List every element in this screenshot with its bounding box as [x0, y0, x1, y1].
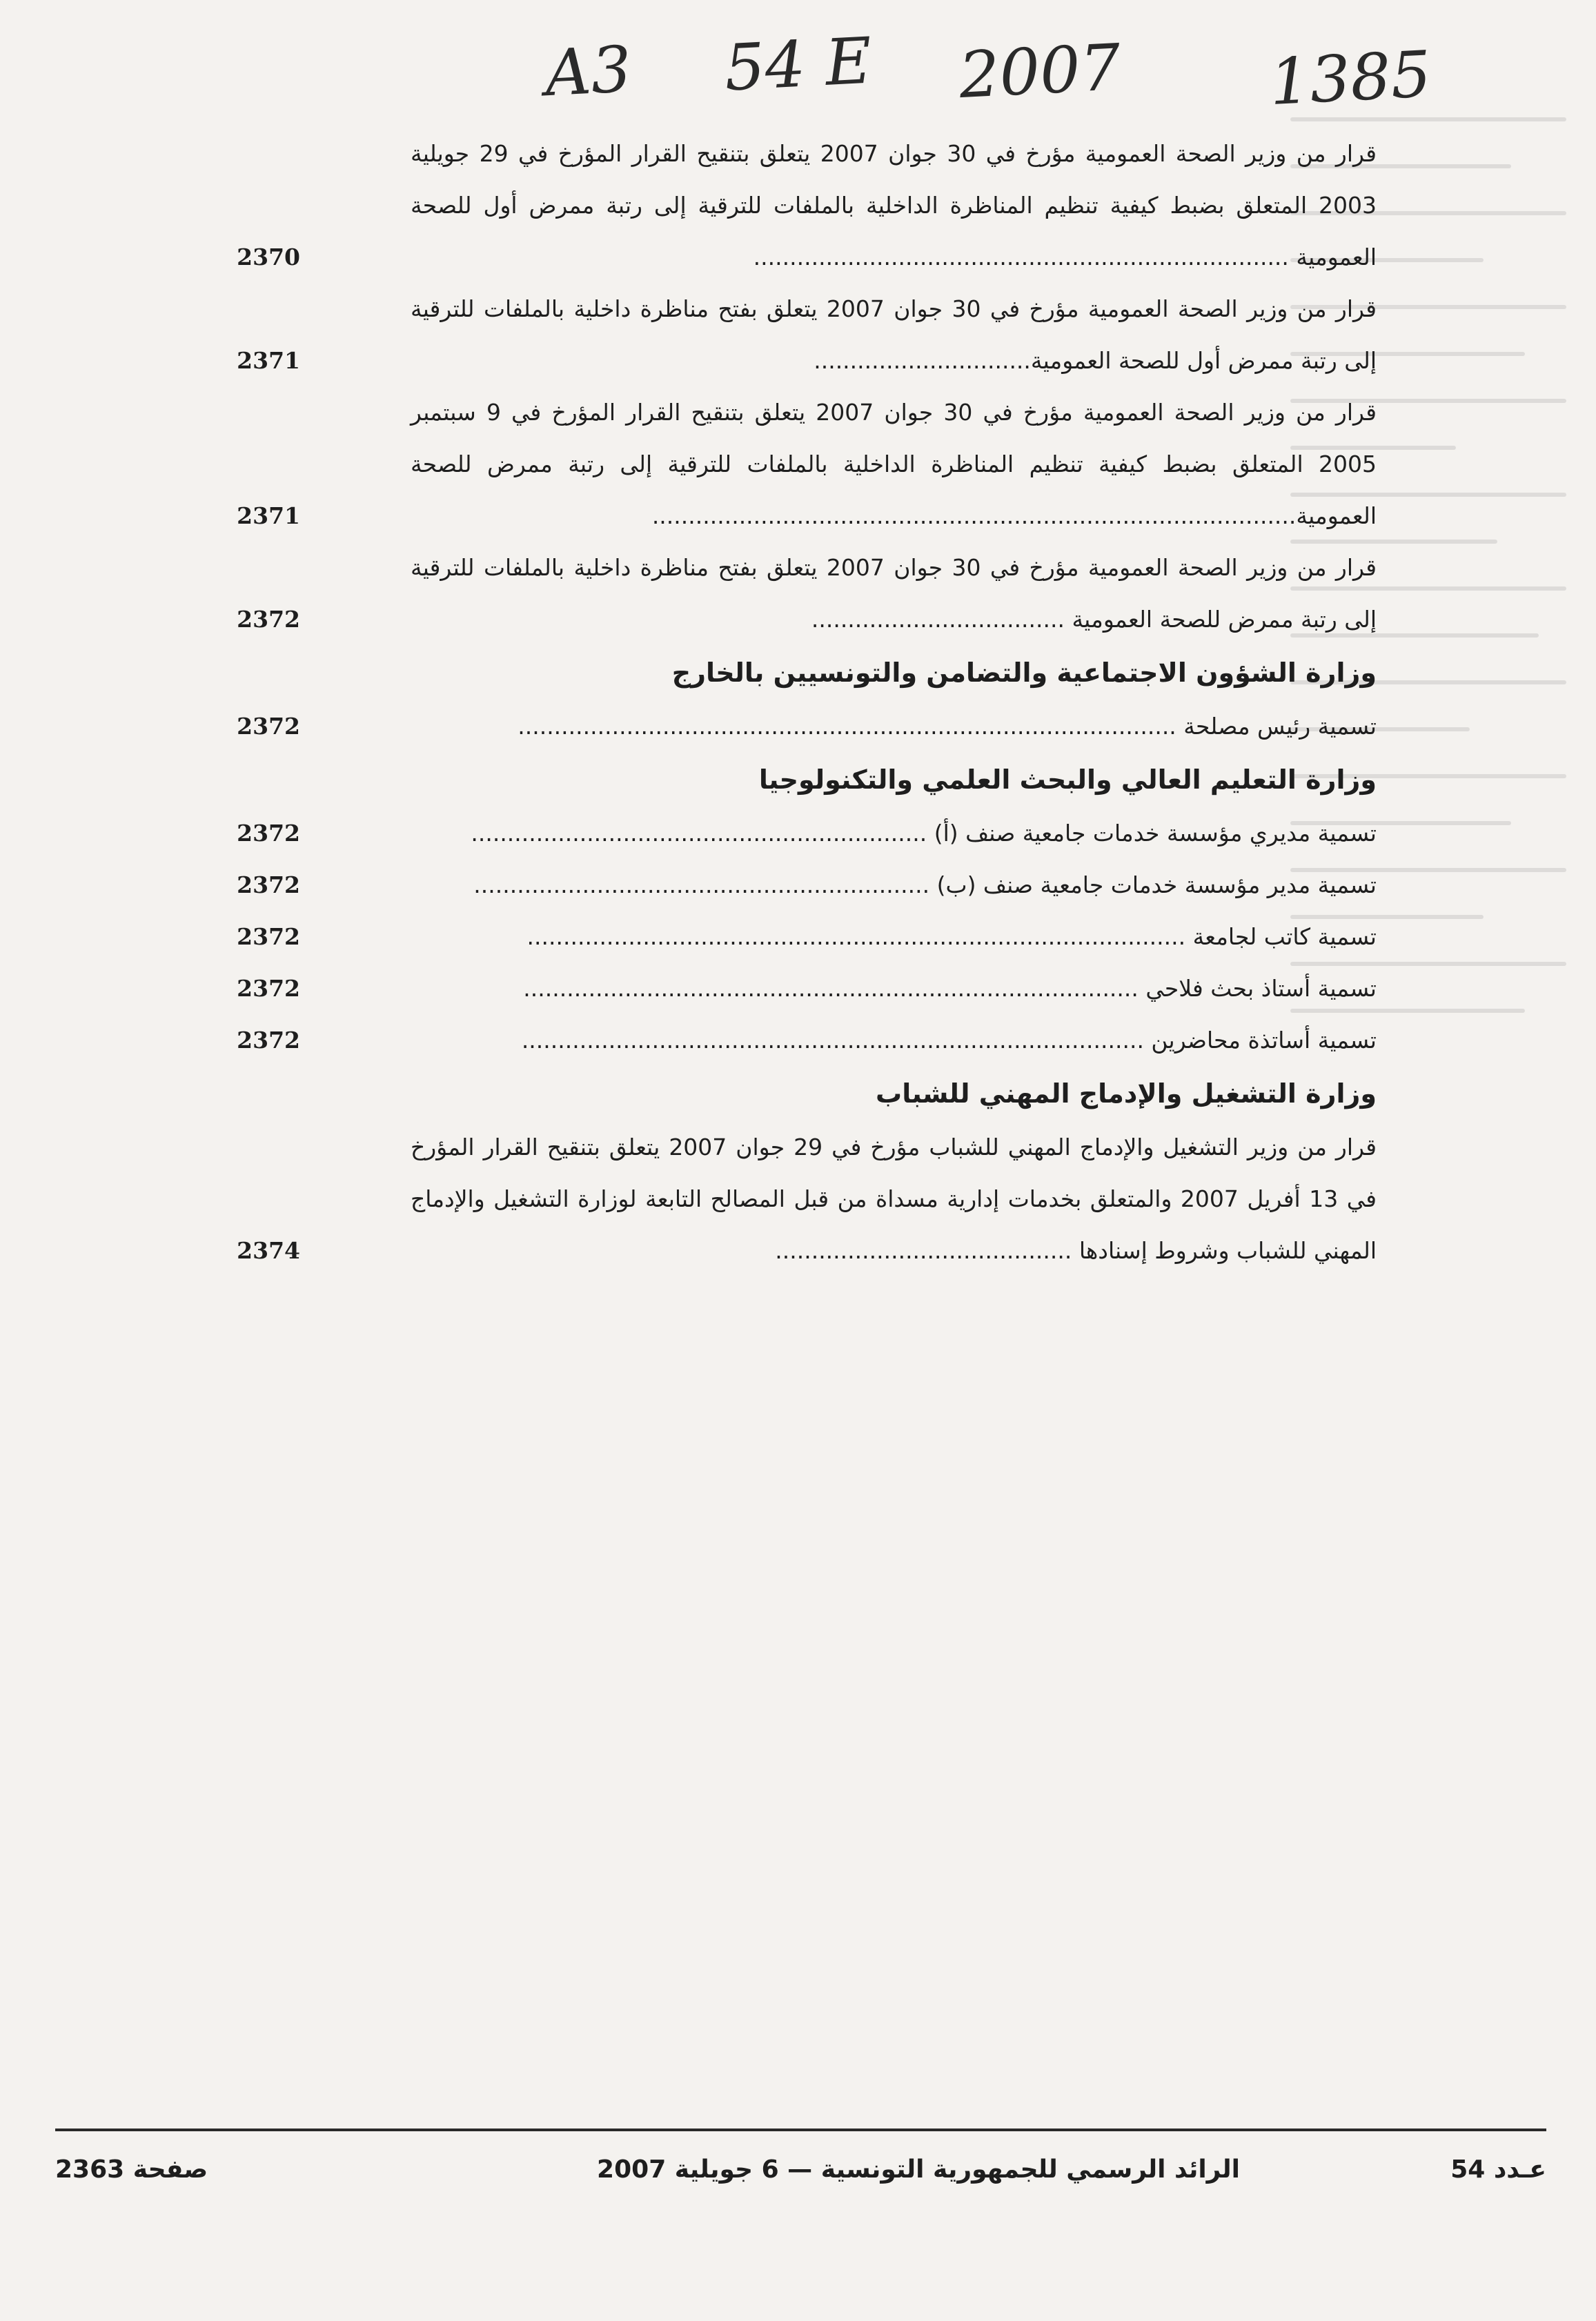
toc-entry-text: تسمية مدير مؤسسة خدمات جامعية صنف (ب) ............................................................... — [473, 871, 1377, 898]
toc-entry[interactable] — [217, 1014, 1377, 1066]
toc-page-number: 2372 — [237, 923, 300, 950]
toc-entry-text: تسمية مديري مؤسسة خدمات جامعية صنف (أ) ............................................................... — [471, 820, 1377, 847]
handnote-part: 54 E — [722, 23, 874, 106]
footer-issue-number: عـدد 54 — [1450, 2155, 1546, 2184]
toc-entry[interactable] — [217, 386, 1377, 542]
toc-entry-text: تسمية كاتب لجامعة ........................................................................................... — [526, 923, 1377, 950]
toc-page-number: 2371 — [237, 502, 300, 529]
toc-page-number: 2370 — [237, 244, 300, 270]
toc-entry-text: تسمية أستاذ بحث فلاحي ..................................................................................... — [523, 975, 1377, 1002]
toc-entry-text: قرار من وزير الصحة العمومية مؤرخ في 30 جوان 2007 يتعلق بتنقيح القرار المؤرخ في 29 جويلية 2003 المتعلق بضبط كيفية تنظيم المناظرة الداخلية بالملفات للترقية إلى رتبة ممرض أول للصحة العمومية .......................................................................... — [411, 140, 1377, 270]
toc-entry-text: قرار من وزير الصحة العمومية مؤرخ في 30 جوان 2007 يتعلق بفتح مناظرة داخلية بالملفات للترقية إلى رتبة ممرض أول للصحة العمومية.............................. — [411, 295, 1377, 374]
ministry-heading-social-affairs: وزارة الشؤون الاجتماعية والتضامن والتونسيين بالخارج — [671, 658, 1377, 688]
toc-entry-text: قرار من وزير الصحة العمومية مؤرخ في 30 جوان 2007 يتعلق بتنقيح القرار المؤرخ في 9 سبتمبر 2005 المتعلق بضبط كيفية تنظيم المناظرة الداخلية بالملفات للترقية إلى رتبة ممرض للصحة العمومية......................................................................................... — [411, 399, 1377, 529]
toc-page-number: 2372 — [237, 820, 300, 847]
toc-page-number: 2372 — [237, 606, 300, 633]
toc-entry-text: تسمية أساتذة محاضرين ...................................................................................... — [521, 1027, 1377, 1054]
toc-page-number: 2371 — [237, 347, 300, 374]
toc-entry[interactable] — [217, 807, 1377, 859]
handnote-part: 1385 — [1268, 37, 1433, 120]
page-footer — [55, 2149, 1546, 2191]
toc-entry[interactable] — [217, 1121, 1377, 1276]
ministry-heading-employment: وزارة التشغيل والإدماج المهني للشباب — [876, 1078, 1377, 1109]
toc-entry-text: قرار من وزير الصحة العمومية مؤرخ في 30 جوان 2007 يتعلق بفتح مناظرة داخلية بالملفات للترقية إلى رتبة ممرض للصحة العمومية ................................... — [411, 554, 1377, 633]
toc-entry[interactable] — [217, 962, 1377, 1014]
footer-divider — [55, 2129, 1546, 2131]
toc-entry-text: قرار من وزير التشغيل والإدماج المهني للشباب مؤرخ في 29 جوان 2007 يتعلق بتنقيح القرار المؤرخ في 13 أفريل 2007 والمتعلق بخدمات إدارية مسداة من قبل المصالح التابعة لوزارة التشغيل والإدماج المهني للشباب وشروط إسنادها ......................................... — [411, 1134, 1377, 1264]
toc-entry[interactable] — [217, 128, 1377, 283]
bleed-line — [1290, 117, 1566, 121]
toc-entry[interactable] — [217, 542, 1377, 645]
footer-page-number: صفحة 2363 — [55, 2155, 208, 2184]
toc-page-number: 2372 — [237, 713, 300, 740]
toc-entry[interactable] — [217, 700, 1377, 752]
toc-entry-text: تسمية رئيس مصلحة ........................................................................................... — [518, 713, 1377, 740]
toc-page-number: 2372 — [237, 871, 300, 898]
toc-entry[interactable] — [217, 283, 1377, 386]
toc-page-number: 2372 — [237, 1027, 300, 1054]
handnote-part: A3 — [543, 32, 633, 111]
toc-page-number: 2372 — [237, 975, 300, 1002]
toc-page-number: 2374 — [237, 1237, 300, 1264]
footer-journal-title: الرائد الرسمي للجمهورية التونسية — 6 جويلية 2007 — [597, 2155, 1240, 2184]
ministry-heading-higher-education: وزارة التعليم العالي والبحث العلمي والتكنولوجيا — [758, 764, 1377, 795]
handnote-part: 2007 — [957, 30, 1123, 113]
toc-entry[interactable] — [217, 859, 1377, 911]
toc-entry[interactable] — [217, 911, 1377, 962]
table-of-contents — [217, 128, 1377, 1276]
handwritten-archive-note — [524, 21, 1435, 124]
